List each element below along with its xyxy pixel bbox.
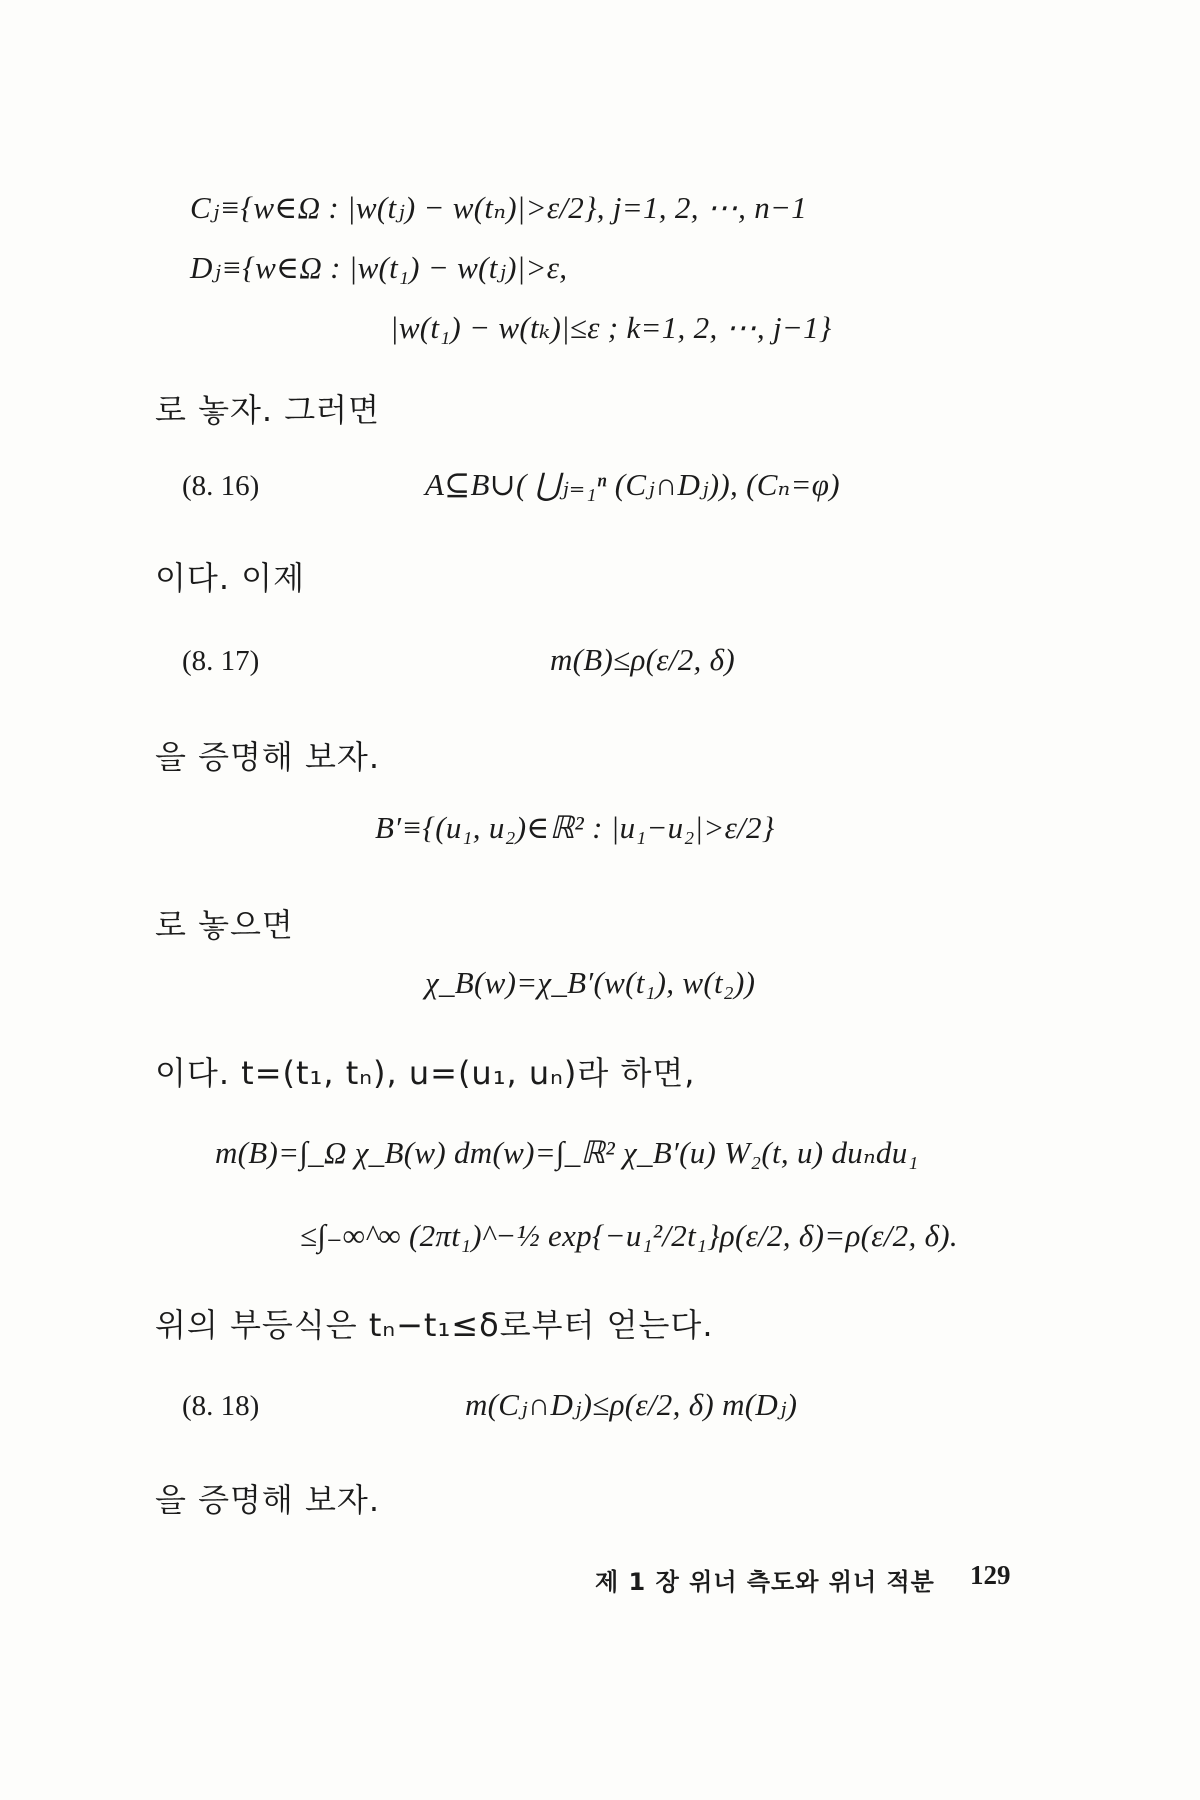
- formula-mb-line1: m(B)=∫_Ω χ_B(w) dm(w)=∫_ℝ² χ_B′(u) W₂(t, u) duₙdu₁: [215, 1135, 919, 1170]
- formula-b-prime: B′≡{(u₁, u₂)∈ℝ² : |u₁−u₂|>ε/2}: [375, 810, 775, 845]
- formula-dj-definition-line2: |w(t₁) − w(tₖ)|≤ε ; k=1, 2, ⋯, j−1}: [390, 310, 832, 345]
- text-let-b: 로 놓으면: [155, 906, 294, 944]
- text-let-then: 로 놓자. 그러면: [155, 391, 380, 429]
- formula-8-18: m(Cⱼ∩Dⱼ)≤ρ(ε/2, δ) m(Dⱼ): [465, 1387, 798, 1422]
- footer-page-number: 129: [970, 1560, 1011, 1590]
- equation-number-8-18: (8. 18): [182, 1390, 260, 1422]
- text-prove-1: 을 증명해 보자.: [155, 738, 380, 776]
- formula-mb-line2: ≤∫₋∞^∞ (2πt₁)^−½ exp{−u₁²/2t₁}ρ(ε/2, δ)=ρ(ε/2, δ).: [300, 1218, 958, 1253]
- equation-number-8-16: (8. 16): [182, 470, 260, 502]
- footer-chapter-title: 제 1 장 위너 측도와 위너 적분: [595, 1568, 935, 1596]
- formula-cj-definition: Cⱼ≡{w∈Ω : |w(tⱼ) − w(tₙ)|>ε/2}, j=1, 2, ⋯, n−1: [190, 190, 808, 225]
- formula-8-16: A⊆B∪( ⋃ⱼ₌₁ⁿ (Cⱼ∩Dⱼ)), (Cₙ=φ): [425, 467, 840, 502]
- equation-number-8-17: (8. 17): [182, 645, 260, 677]
- text-is-t-u: 이다. t=(t₁, tₙ), u=(u₁, uₙ)라 하면,: [155, 1054, 696, 1092]
- text-inequality-from: 위의 부등식은 tₙ−t₁≤δ로부터 얻는다.: [155, 1306, 714, 1344]
- formula-dj-definition-line1: Dⱼ≡{w∈Ω : |w(t₁) − w(tⱼ)|>ε,: [190, 250, 568, 285]
- formula-chi-equality: χ_B(w)=χ_B′(w(t₁), w(t₂)): [425, 965, 756, 1000]
- formula-8-17: m(B)≤ρ(ε/2, δ): [550, 642, 735, 677]
- text-is-now: 이다. 이제: [155, 559, 305, 597]
- text-prove-2: 을 증명해 보자.: [155, 1481, 380, 1519]
